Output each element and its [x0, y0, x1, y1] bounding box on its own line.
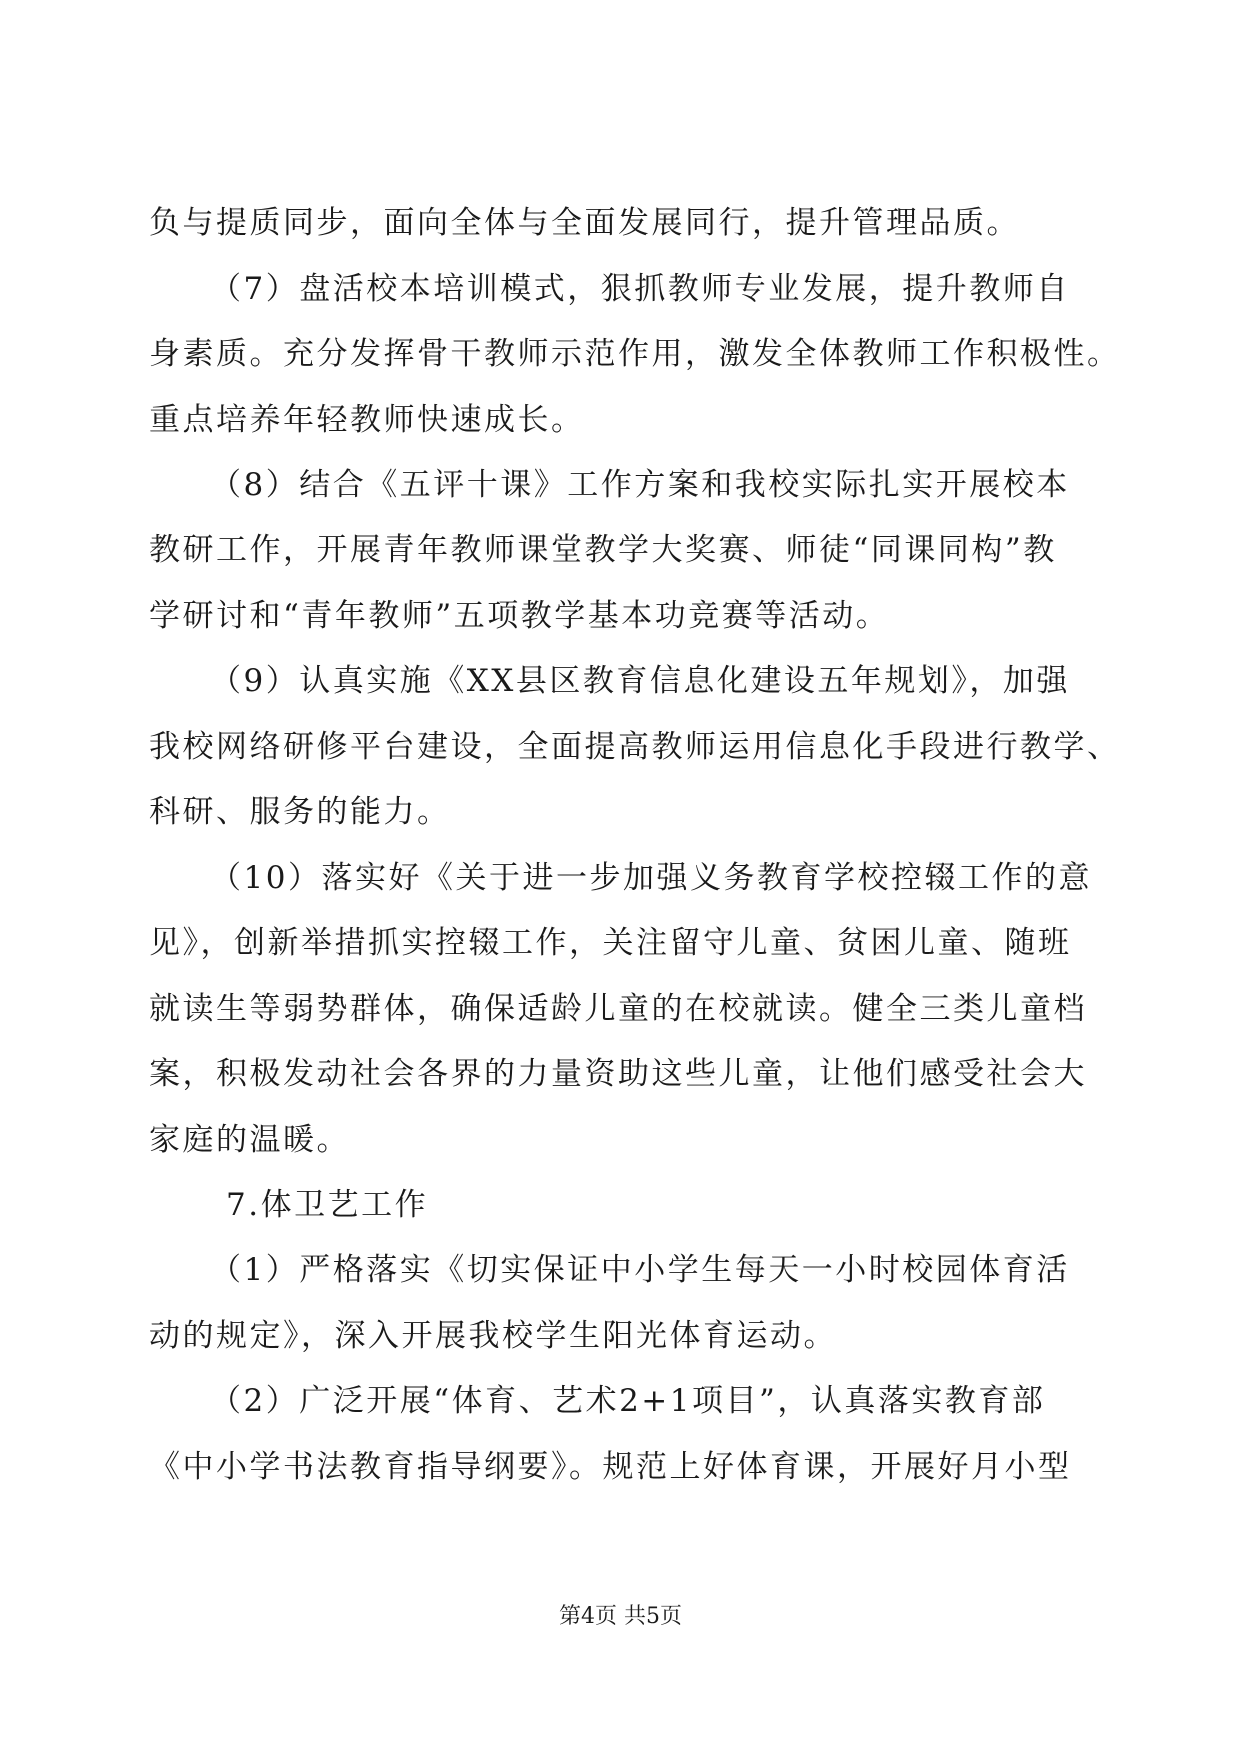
text-line: （7）盘活校本培训模式，狠抓教师专业发展，提升教师自	[210, 271, 1070, 307]
text-line: （8）结合《五评十课》工作方案和我校实际扎实开展校本	[210, 467, 1070, 503]
text-line: 重点培养年轻教师快速成长。	[149, 402, 585, 438]
text-line: 就读生等弱势群体，确保适龄儿童的在校就读。健全三类儿童档	[149, 991, 1087, 1027]
text-line: 动的规定》，深入开展我校学生阳光体育运动。	[149, 1318, 837, 1354]
text-line: 家庭的温暖。	[149, 1122, 350, 1158]
text-line: （10）落实好《关于进一步加强义务教育学校控辍工作的意	[210, 860, 1092, 896]
text-line: 案，积极发动社会各界的力量资助这些儿童，让他们感受社会大	[149, 1056, 1087, 1092]
text-line: 见》，创新举措抓实控辍工作，关注留守儿童、贫困儿童、随班	[149, 925, 1072, 961]
text-line: 科研、服务的能力。	[149, 794, 451, 830]
text-line: （1）严格落实《切实保证中小学生每天一小时校园体育活	[210, 1252, 1070, 1288]
section-heading: 7.体卫艺工作	[226, 1187, 429, 1223]
text-line: 教研工作，开展青年教师课堂教学大奖赛、师徒“同课同构”教	[149, 532, 1057, 568]
text-line: 负与提质同步，面向全体与全面发展同行，提升管理品质。	[149, 205, 1020, 241]
text-line: 《中小学书法教育指导纲要》。规范上好体育课，开展好月小型	[149, 1449, 1072, 1485]
text-line: 学研讨和“青年教师”五项教学基本功竞赛等活动。	[149, 598, 890, 634]
text-line: （9）认真实施《XX县区教育信息化建设五年规划》，加强	[210, 663, 1070, 699]
page-number-footer: 第4页 共5页	[559, 1604, 682, 1629]
text-line: 我校网络研修平台建设，全面提高教师运用信息化手段进行教学、	[149, 729, 1121, 765]
text-line: 身素质。充分发挥骨干教师示范作用，激发全体教师工作积极性。	[149, 336, 1121, 372]
text-line: （2）广泛开展“体育、艺术2+1项目”，认真落实教育部	[210, 1383, 1046, 1419]
